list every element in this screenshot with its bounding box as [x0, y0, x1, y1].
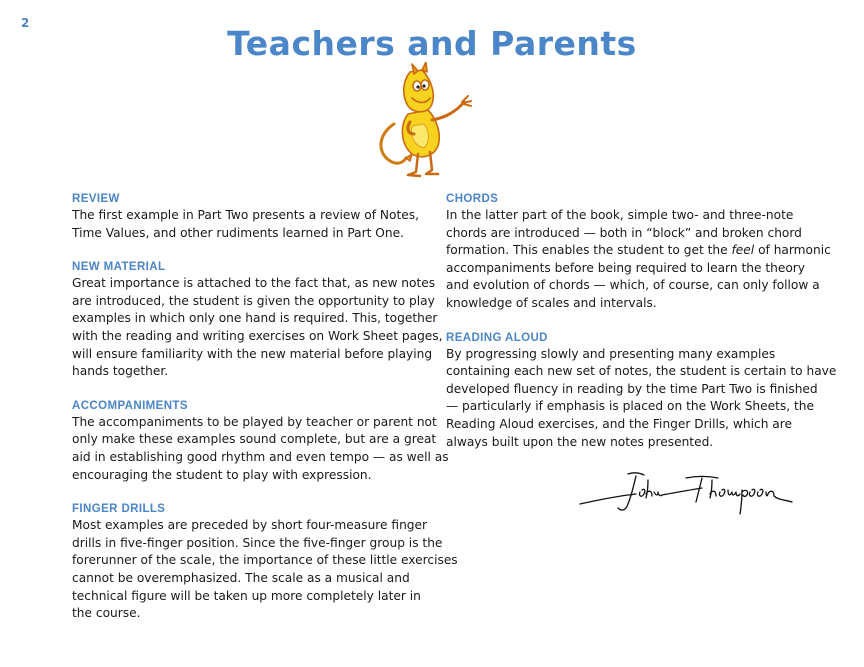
text-line: accompaniments before being required to learn the theory [446, 260, 806, 275]
text-line: encouraging the student to play with expression. [72, 467, 372, 482]
left-column [72, 191, 458, 640]
page-number: 2 [21, 16, 30, 30]
section-body [72, 414, 449, 484]
text-line: Time Values, and other rudiments learned in Part One. [72, 225, 404, 240]
dragon-mascot-illustration [372, 62, 482, 180]
text-line: and evolution of chords — which, of course, can only follow a [446, 278, 820, 293]
section-heading: FINGER DRILLS [72, 503, 166, 516]
text-line: In the latter part of the book, simple two- and three-note [446, 208, 794, 222]
text-line: the course. [72, 606, 141, 621]
text-line: hands together. [72, 364, 169, 379]
text-line: The accompaniments to be played by teacher or parent not [72, 414, 437, 429]
text-line: drills in five-finger position. Since the five-finger group is the [72, 535, 443, 550]
section-body [72, 207, 422, 242]
text-line: are introduced, the student is given the opportunity to play [72, 293, 435, 308]
text-line: cannot be overemphasized. The scale as a musical and [72, 570, 410, 585]
text-line: developed fluency in reading by the time Part Two is finished [446, 381, 818, 396]
section-heading: READING ALOUD [446, 331, 548, 344]
text-line: knowledge of scales and intervals. [446, 295, 657, 310]
section-heading: REVIEW [72, 193, 120, 205]
section-review [72, 191, 422, 242]
section-accompaniments [72, 398, 449, 484]
text-line: chords are introduced — both in “block” and broken chord [446, 225, 802, 240]
text-line: Most examples are preceded by short four-measure finger [72, 518, 428, 533]
text-line: formation. This enables the student to get the feel of harmonic [446, 243, 831, 258]
text-line: examples in which only one hand is required. This, together [72, 311, 438, 326]
text-line: — particularly if emphasis is placed on the Work Sheets, the [446, 399, 815, 414]
section-body [446, 346, 837, 452]
section-finger-drills [72, 501, 458, 623]
section-body [72, 517, 458, 623]
text-line: forerunner of the scale, the importance of these little exercises [72, 553, 458, 568]
text-line: will ensure familiarity with the new material before playing [72, 346, 433, 361]
handwritten-signature [578, 466, 796, 518]
text-line: technical figure will be taken up more completely later in [72, 588, 421, 603]
text-line: aid in establishing good rhythm and even tempo — as well as [72, 449, 449, 464]
emphasized-word: feel [731, 243, 755, 258]
text-line: only make these examples sound complete, but are a great [72, 432, 437, 447]
right-column [446, 191, 837, 468]
section-chords [446, 191, 831, 313]
text-line: The first example in Part Two presents a review of Notes, [72, 208, 419, 222]
section-reading-aloud [446, 330, 837, 452]
section-body [72, 275, 443, 381]
text-line: always built upon the new notes presented. [446, 434, 714, 449]
text-line: containing each new set of notes, the student is certain to have [446, 364, 837, 379]
section-heading: NEW MATERIAL [72, 261, 166, 274]
text-line: Reading Aloud exercises, and the Finger Drills, which are [446, 416, 793, 431]
section-body [446, 207, 831, 313]
text-line: By progressing slowly and presenting many examples [446, 346, 776, 361]
text-line: with the reading and writing exercises on Work Sheet pages, [72, 328, 443, 343]
section-heading: CHORDS [446, 193, 499, 205]
text-line: Great importance is attached to the fact that, as new notes [72, 276, 436, 291]
section-new-material [72, 259, 443, 381]
section-heading: ACCOMPANIMENTS [72, 399, 188, 412]
page-title: Teachers and Parents [227, 24, 637, 63]
